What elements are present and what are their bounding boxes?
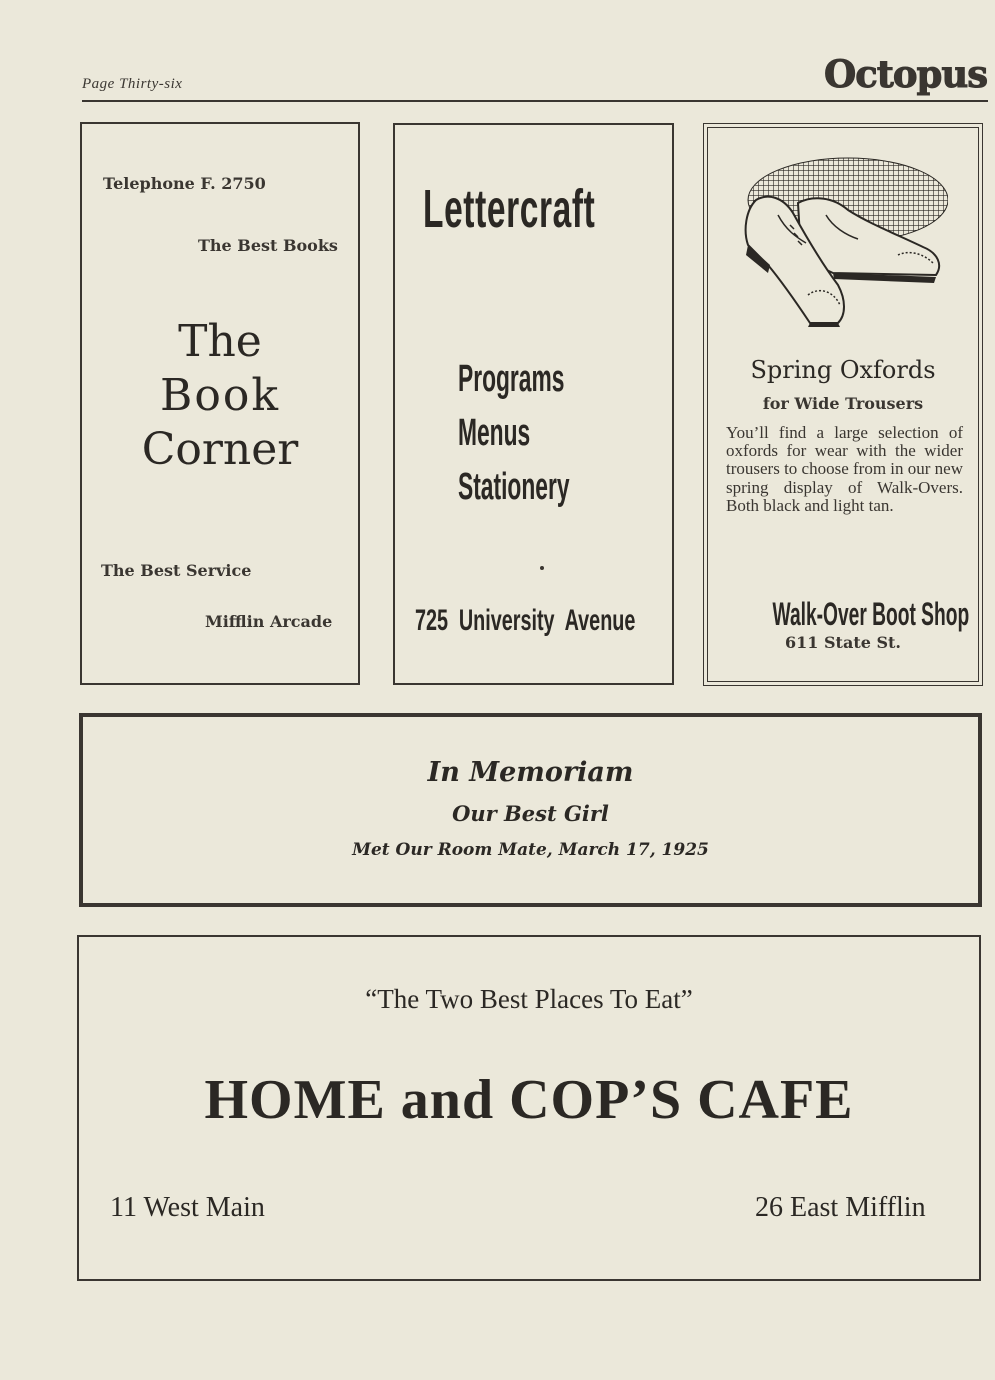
book-corner-tagline-service: The Best Service [101, 561, 252, 580]
page-number: Page Thirty-six [82, 76, 183, 92]
cafe-name: HOME and COP’S CAFE [204, 1069, 854, 1131]
walkover-subheadline: for Wide Trousers [762, 394, 924, 413]
walkover-address: 611 State St. [785, 633, 901, 652]
book-corner-tagline-books: The Best Books [198, 236, 338, 255]
cafe-tagline: “The Two Best Places To Eat” [365, 984, 693, 1014]
memoriam-subheading: Our Best Girl [452, 801, 609, 826]
lettercraft-service-item: Menus [458, 412, 531, 454]
lettercraft-title: Lettercraft [423, 179, 596, 239]
walkover-headline: Spring Oxfords [750, 356, 936, 384]
book-corner-title-line: The [178, 316, 262, 367]
walkover-shop-name-text: Walk-Over Boot Shop [772, 596, 970, 632]
lettercraft-service-item: Stationery [458, 466, 570, 508]
walkover-body-text: You’ll find a large selection of oxfords for wear with the wider trousers to choose from in our new spring display of Walk-Overs. Both black and light tan. [726, 423, 964, 515]
memoriam-dateline: Met Our Room Mate, March 17, 1925 [352, 840, 709, 860]
cafe-location-left: 11 West Main [110, 1192, 265, 1223]
header-rule [82, 100, 988, 102]
lettercraft-service-item: Programs [458, 358, 565, 400]
ornament-dot [540, 566, 544, 570]
walkover-shop-name [707, 596, 979, 633]
oxford-shoes-illustration [738, 155, 948, 330]
masthead-title: Octopus [824, 52, 988, 96]
book-corner-title-line: Corner [141, 424, 299, 475]
book-corner-title [80, 315, 360, 477]
cafe-location-right: 26 East Mifflin [755, 1192, 926, 1223]
book-corner-title-line: Book [160, 370, 280, 421]
lettercraft-address: 725 University Avenue [415, 604, 636, 637]
memoriam-heading: In Memoriam [427, 757, 634, 788]
book-corner-telephone: Telephone F. 2750 [103, 174, 266, 193]
book-corner-location: Mifflin Arcade [205, 612, 333, 631]
